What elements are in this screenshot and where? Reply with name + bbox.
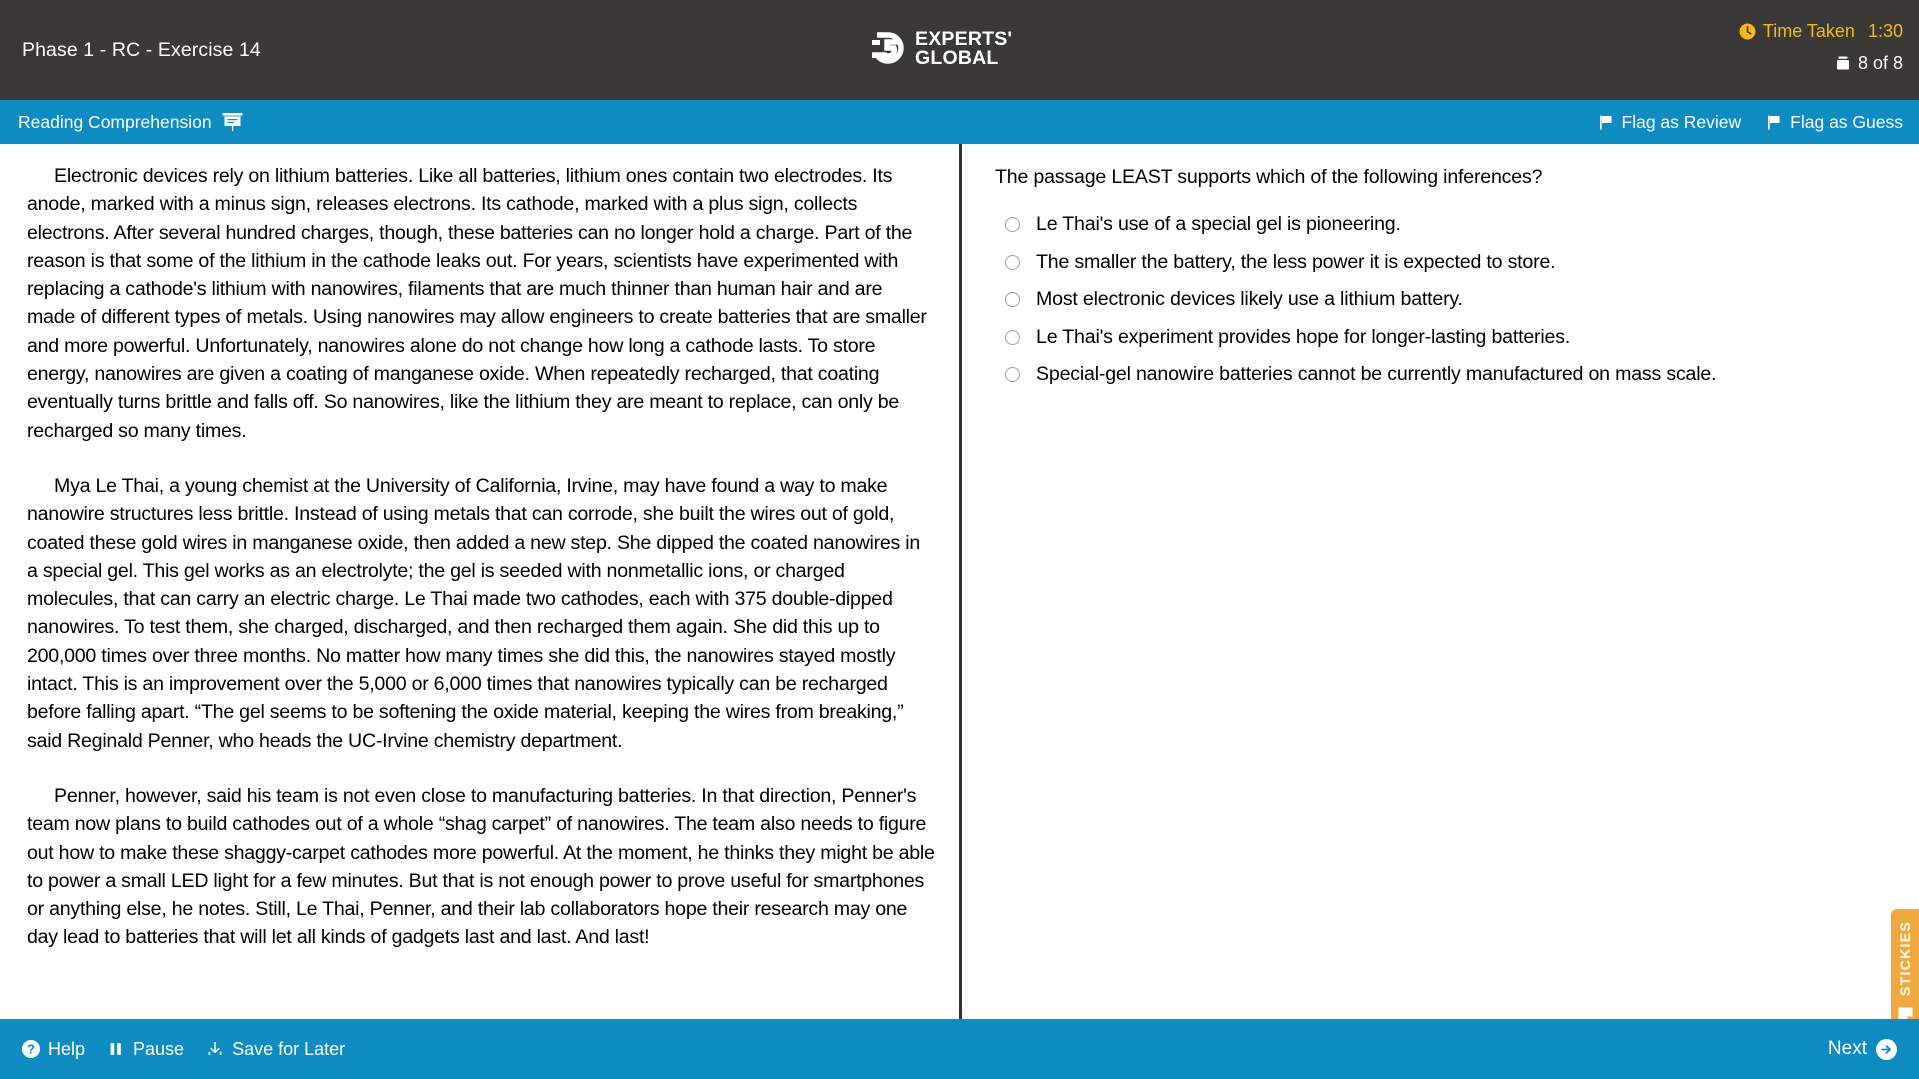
time-taken-value: 1:30 <box>1867 20 1903 41</box>
experts-global-logo-icon <box>872 30 906 68</box>
save-for-later-button[interactable] <box>206 1039 345 1060</box>
time-taken-label: Time Taken <box>1762 20 1855 41</box>
radio-button-d[interactable] <box>1005 330 1020 345</box>
section-title: Reading Comprehension <box>18 111 212 132</box>
brand-logo-line-1: EXPERTS' <box>915 28 1013 50</box>
flag-as-review-button[interactable] <box>1599 112 1742 133</box>
flag-buttons-group <box>1599 100 1903 144</box>
flag-icon <box>1767 115 1782 130</box>
question-count-value: 8 of 8 <box>1857 52 1903 73</box>
radio-button-b[interactable] <box>1005 255 1020 270</box>
bottom-action-bar <box>0 1019 1919 1079</box>
brand-logo-text <box>915 30 1012 69</box>
radio-button-a[interactable] <box>1005 217 1020 232</box>
question-panel <box>962 144 1919 1019</box>
pause-button[interactable] <box>107 1039 184 1060</box>
pause-icon <box>107 1040 125 1058</box>
arrow-right-circle-icon <box>1876 1039 1897 1060</box>
download-save-icon <box>206 1040 224 1058</box>
flag-icon <box>1599 115 1614 130</box>
presentation-board-icon[interactable] <box>222 113 243 132</box>
passage-panel <box>0 144 959 1019</box>
help-icon <box>22 1040 40 1058</box>
answer-option-c-label: Most electronic devices likely use a lithium battery. <box>1036 288 1463 310</box>
pause-label: Pause <box>133 1038 185 1059</box>
stickies-label: STICKIES <box>1897 921 1913 996</box>
radio-button-c[interactable] <box>1005 292 1020 307</box>
help-button[interactable] <box>22 1039 85 1060</box>
section-title-group <box>18 100 243 144</box>
time-taken-row <box>1603 20 1903 42</box>
svg-text:?: ? <box>27 1042 35 1057</box>
question-stem: The passage LEAST supports which of the following inferences? <box>995 166 1543 188</box>
brand-logo <box>872 30 1012 69</box>
answer-option-e[interactable] <box>995 362 1897 386</box>
radio-button-e[interactable] <box>1005 367 1020 382</box>
clock-icon <box>1739 23 1756 40</box>
answer-option-c[interactable] <box>995 287 1897 311</box>
flag-as-guess-label: Flag as Guess <box>1790 111 1903 132</box>
bottom-left-actions <box>22 1019 345 1079</box>
answer-options-list <box>995 212 1897 386</box>
question-stack-icon <box>1835 55 1851 71</box>
top-header-bar <box>0 0 1919 100</box>
brand-logo-line-2: GLOBAL <box>915 47 999 70</box>
main-content-area <box>0 144 1919 1019</box>
passage-paragraph-3: Penner, however, said his team is not even close to manufacturing batteries. In that direction, Penner's team now plans to build cathodes out of a whole “shag carpet” of nanowires. The team also needs to figure out how to make these shaggy-carpet cathodes more powerful. At the moment, he thinks they might be able to power a small LED light for a few minutes. But that is not enough power to prove useful for smartphones or anything else, he notes. Still, Le Thai, Penner, and their lab collaborators hope their research may one day lead to batteries that will let all kinds of gadgets last and last. And last! <box>27 784 935 949</box>
help-label: Help <box>48 1038 86 1059</box>
passage-paragraph-2: Mya Le Thai, a young chemist at the University of California, Irvine, may have found a way to make nanowire structures less brittle. Instead of using metals that can corrode, she built the wires out of gold, coated these gold wires in manganese oxide, then added a new step. She dipped the coated nanowires in a special gel. This gel works as an electrolyte; the gel is seeded with nonmetallic ions, or charged molecules, that can carry an electric charge. Le Thai made two cathodes, each with 375 double-dipped nanowires. To test them, she charged, discharged, and then recharged them again. She did this up to 200,000 times over three months. No matter how many times she did this, the nanowires stayed mostly intact. This is an improvement over the 5,000 or 6,000 times that nanowires typically can be recharged before falling apart. “The gel seems to be softening the oxide material, keeping the wires from breaking,” said Reginald Penner, who heads the UC-Irvine chemistry department. <box>27 474 921 752</box>
flag-as-review-label: Flag as Review <box>1621 111 1742 132</box>
answer-option-d-label: Le Thai's experiment provides hope for longer-lasting batteries. <box>1036 325 1571 348</box>
question-count-row <box>1603 52 1903 74</box>
answer-option-b[interactable] <box>995 250 1897 274</box>
timer-and-progress <box>1603 20 1903 74</box>
answer-option-b-label: The smaller the battery, the less power it is expected to store. <box>1036 250 1556 273</box>
passage-paragraph-1: Electronic devices rely on lithium batteries. Like all batteries, lithium ones contain two electrodes. Its anode, marked with a minus sign, releases electrons. Its cathode, marked with a plus sign, collects electrons. After several hundred charges, though, these batteries can no longer hold a charge. Part of the reason is that some of the lithium in the cathode leaks out. For years, scientists have experimented with replacing a cathode's lithium with nanowires, filaments that are much thinner than human hair and are made of different types of metals. Using nanowires may allow engineers to create batteries that are smaller and more powerful. Unfortunately, nanowires alone do not change how long a cathode lasts. To store energy, nanowires are given a coating of manganese oxide. When repeatedly recharged, that coating eventually turns brittle and falls off. So nanowires, like the lithium they are meant to replace, can only be recharged so many times. <box>27 165 927 442</box>
answer-option-d[interactable] <box>995 325 1897 349</box>
answer-option-a[interactable] <box>995 212 1897 236</box>
answer-option-a-label: Le Thai's use of a special gel is pioneering. <box>1036 213 1401 235</box>
next-label: Next <box>1827 1038 1867 1059</box>
next-button[interactable] <box>1828 1019 1897 1079</box>
section-bar <box>0 100 1919 144</box>
save-for-later-label: Save for Later <box>232 1038 346 1059</box>
exercise-title: Phase 1 - RC - Exercise 14 <box>22 39 261 61</box>
flag-as-guess-button[interactable] <box>1767 112 1903 133</box>
answer-option-e-label: Special-gel nanowire batteries cannot be currently manufactured on mass scale. <box>1036 363 1717 385</box>
